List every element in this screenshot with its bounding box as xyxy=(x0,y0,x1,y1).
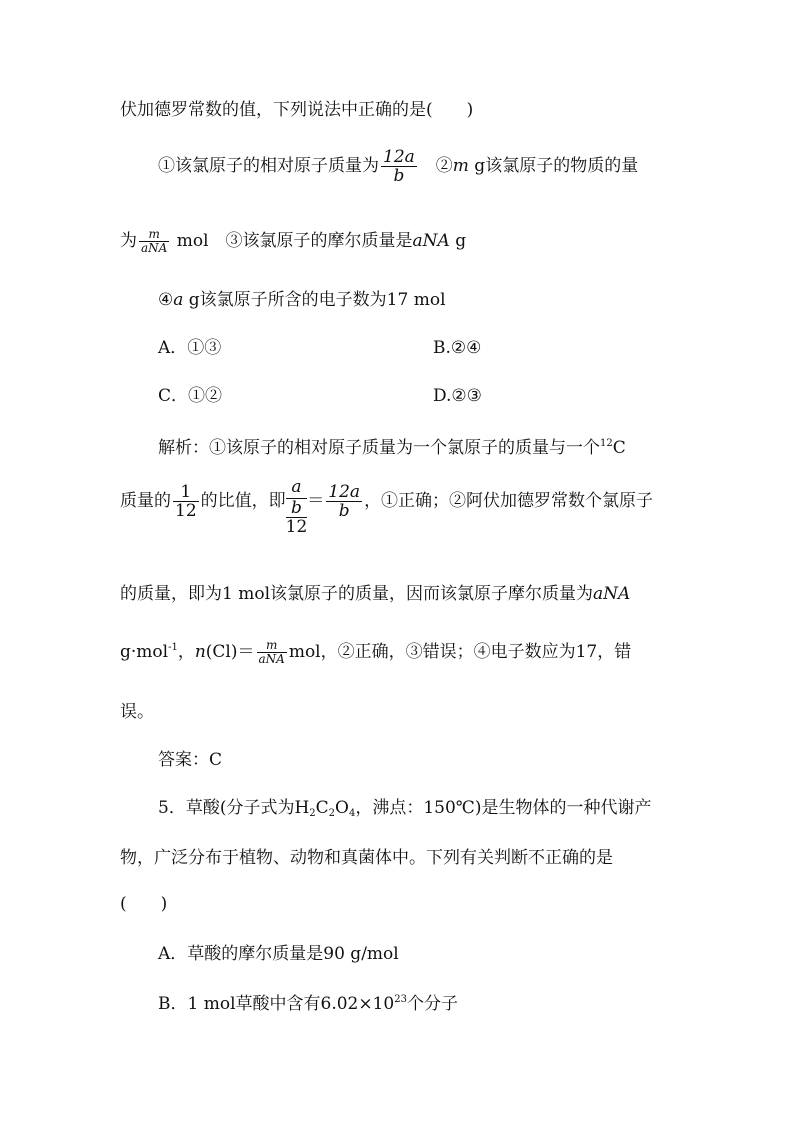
question-5-line-1: 5．草酸(分子式为$H_2C_2O_4$，沸点：150℃)是生物体的一种代谢产 xyxy=(158,798,652,819)
question-4-stem-tail: 伏加德罗常数的值，下列说法中正确的是( ) xyxy=(120,100,474,120)
fraction-m-over-aNA-2: $\frac{m}{\text{aNA}}$ xyxy=(258,638,285,666)
fraction-m-over-aNA: $\frac{m}{\text{aNA}}$ xyxy=(141,227,168,255)
nested-fraction-a-over-b-over-12: a b 12 xyxy=(285,477,308,537)
question-5-line-3: ( ) xyxy=(120,894,168,914)
fraction-12a-over-b: $\frac{12a}{b}$ xyxy=(383,147,415,186)
statement-4: ④a g该氯原子所含的电子数为17 mol xyxy=(158,290,446,310)
option-d[interactable]: D.②③ xyxy=(433,386,482,406)
option-a[interactable]: A．①③ xyxy=(158,338,222,358)
option-c[interactable]: C．①② xyxy=(158,386,223,406)
answer-line: 答案：C xyxy=(158,750,223,770)
q5-option-a[interactable]: A．草酸的摩尔质量是90 g/mol xyxy=(158,944,399,964)
solution-line-2: 质量的 $\frac{1}{12}$ 的比值，即 a b 12 ＝ $\frac{12a}{b}$ ，①正确；②阿伏加德罗常数个氯原子 xyxy=(120,477,654,537)
solution-line-5: 误。 xyxy=(120,702,154,722)
option-b[interactable]: B.②④ xyxy=(433,338,482,358)
fraction-12a-over-b-2: $\frac{12a}{b}$ xyxy=(328,482,361,521)
solution-line-4: g·mol$^{-1}$，n(Cl)＝ $\frac{m}{\text{aNA}}$ mol，②正确，③错误；④电子数应为17，错 xyxy=(120,638,632,666)
statement-1-and-2: ①该氯原子的相对原子质量为 $\frac{12a}{b}$ ②m g该氯原子的物质的量 xyxy=(158,147,639,186)
solution-line-1: 解析：①该原子的相对原子质量为一个氯原子的质量与一个$^{12}$C xyxy=(158,438,626,458)
statement-2-3: 为 $\frac{m}{\text{aNA}}$ mol ③该氯原子的摩尔质量是aNA g xyxy=(120,227,467,255)
question-5-line-2: 物，广泛分布于植物、动物和真菌体中。下列有关判断不正确的是 xyxy=(120,848,613,868)
solution-line-3: 的质量，即为1 mol该氯原子的质量，因而该氯原子摩尔质量为aNA xyxy=(120,584,631,604)
fraction-1-over-12: $\frac{1}{12}$ xyxy=(175,482,197,521)
q5-option-b[interactable]: B．1 mol草酸中含有$6.02\times 10^{23}$个分子 xyxy=(158,994,458,1014)
